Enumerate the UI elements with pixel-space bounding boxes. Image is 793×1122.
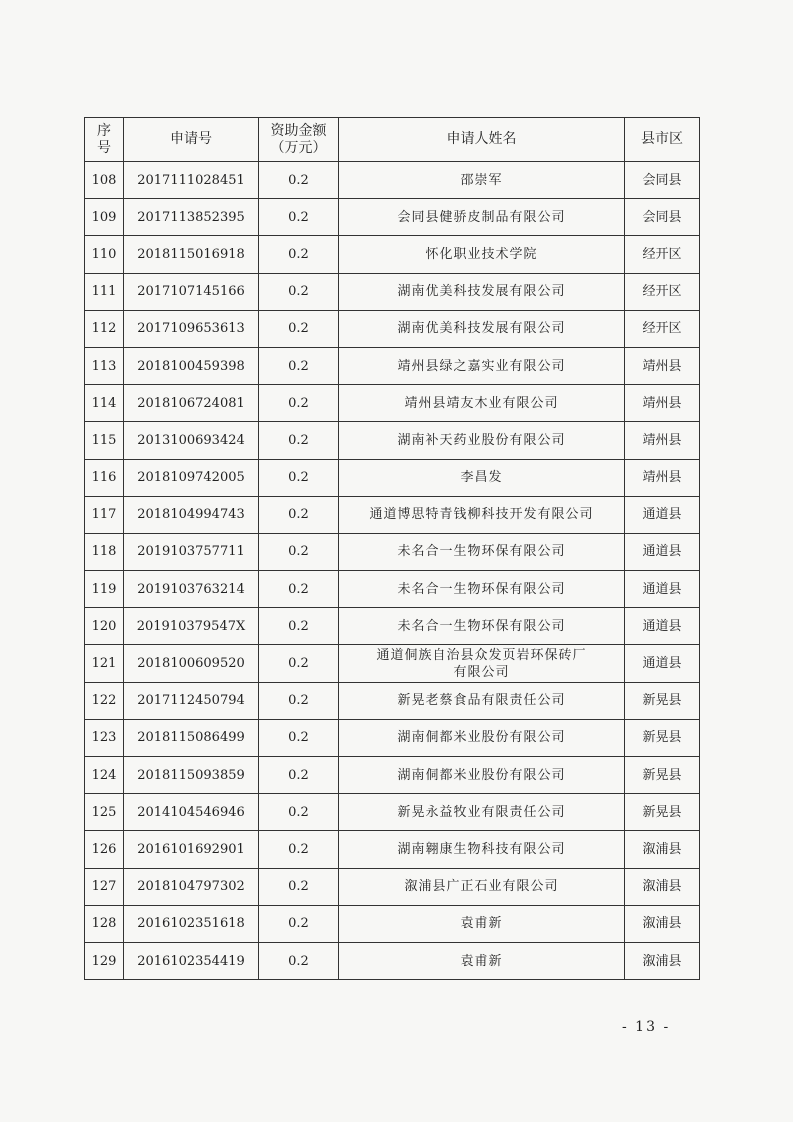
cell-app-no: 2018104797302 <box>124 868 259 905</box>
cell-app-no: 2018104994743 <box>124 496 259 533</box>
table-row <box>85 794 700 831</box>
cell-seq: 112 <box>85 310 124 347</box>
cell-seq: 128 <box>85 905 124 942</box>
cell-app-no: 2018109742005 <box>124 459 259 496</box>
header-row <box>85 118 700 162</box>
table-row <box>85 831 700 868</box>
cell-app-no: 2017111028451 <box>124 162 259 199</box>
table-row <box>85 347 700 384</box>
table-row <box>85 942 700 979</box>
table-row <box>85 682 700 719</box>
table-row <box>85 422 700 459</box>
cell-seq: 115 <box>85 422 124 459</box>
cell-applicant: 未名合一生物环保有限公司 <box>339 533 625 570</box>
cell-amount: 0.2 <box>259 868 339 905</box>
cell-county: 通道县 <box>625 496 700 533</box>
cell-app-no: 2016101692901 <box>124 831 259 868</box>
table-row <box>85 757 700 794</box>
cell-seq: 122 <box>85 682 124 719</box>
cell-county: 溆浦县 <box>625 942 700 979</box>
table-row <box>85 645 700 682</box>
cell-applicant: 靖州县靖友木业有限公司 <box>339 385 625 422</box>
cell-amount: 0.2 <box>259 905 339 942</box>
cell-applicant: 靖州县绿之嘉实业有限公司 <box>339 347 625 384</box>
cell-applicant: 新晃老蔡食品有限责任公司 <box>339 682 625 719</box>
header-app-no: 申请号 <box>124 118 259 162</box>
cell-app-no: 2017107145166 <box>124 273 259 310</box>
cell-county: 靖州县 <box>625 459 700 496</box>
cell-app-no: 2014104546946 <box>124 794 259 831</box>
cell-applicant: 通道博思特青钱柳科技开发有限公司 <box>339 496 625 533</box>
table-row <box>85 199 700 236</box>
cell-seq: 109 <box>85 199 124 236</box>
cell-applicant <box>339 645 625 682</box>
cell-county: 通道县 <box>625 571 700 608</box>
cell-county: 靖州县 <box>625 422 700 459</box>
cell-county: 靖州县 <box>625 347 700 384</box>
cell-app-no: 2016102351618 <box>124 905 259 942</box>
cell-amount: 0.2 <box>259 794 339 831</box>
cell-county: 溆浦县 <box>625 868 700 905</box>
cell-applicant: 怀化职业技术学院 <box>339 236 625 273</box>
cell-amount: 0.2 <box>259 199 339 236</box>
cell-county: 经开区 <box>625 273 700 310</box>
cell-seq: 121 <box>85 645 124 682</box>
cell-seq: 123 <box>85 719 124 756</box>
table-row <box>85 459 700 496</box>
cell-applicant: 会同县健骄皮制品有限公司 <box>339 199 625 236</box>
cell-applicant: 湖南翱康生物科技有限公司 <box>339 831 625 868</box>
cell-amount: 0.2 <box>259 162 339 199</box>
cell-amount: 0.2 <box>259 571 339 608</box>
cell-seq: 110 <box>85 236 124 273</box>
cell-app-no: 2016102354419 <box>124 942 259 979</box>
cell-amount: 0.2 <box>259 831 339 868</box>
table-row <box>85 571 700 608</box>
cell-seq: 129 <box>85 942 124 979</box>
cell-county: 靖州县 <box>625 385 700 422</box>
cell-amount: 0.2 <box>259 273 339 310</box>
cell-seq: 108 <box>85 162 124 199</box>
cell-amount: 0.2 <box>259 236 339 273</box>
cell-county: 经开区 <box>625 310 700 347</box>
cell-seq: 113 <box>85 347 124 384</box>
cell-county: 新晃县 <box>625 757 700 794</box>
table-row <box>85 533 700 570</box>
cell-seq: 119 <box>85 571 124 608</box>
cell-county: 会同县 <box>625 199 700 236</box>
table-row <box>85 496 700 533</box>
cell-applicant: 溆浦县广正石业有限公司 <box>339 868 625 905</box>
cell-applicant: 李昌发 <box>339 459 625 496</box>
cell-seq: 118 <box>85 533 124 570</box>
cell-app-no: 2019103763214 <box>124 571 259 608</box>
cell-applicant: 新晃永益牧业有限责任公司 <box>339 794 625 831</box>
cell-applicant: 湖南优美科技发展有限公司 <box>339 310 625 347</box>
cell-app-no: 2019103757711 <box>124 533 259 570</box>
cell-seq: 124 <box>85 757 124 794</box>
cell-seq: 111 <box>85 273 124 310</box>
table-row <box>85 162 700 199</box>
cell-app-no: 2018115016918 <box>124 236 259 273</box>
cell-applicant: 袁甫新 <box>339 942 625 979</box>
cell-county: 会同县 <box>625 162 700 199</box>
cell-seq: 126 <box>85 831 124 868</box>
cell-app-no: 2018106724081 <box>124 385 259 422</box>
header-amount-line2: （万元） <box>270 139 327 156</box>
table-row <box>85 719 700 756</box>
cell-applicant-line2: 有限公司 <box>453 664 510 680</box>
cell-county: 新晃县 <box>625 794 700 831</box>
cell-amount: 0.2 <box>259 719 339 756</box>
table-row <box>85 310 700 347</box>
grant-table <box>84 117 700 980</box>
cell-app-no: 2017113852395 <box>124 199 259 236</box>
cell-applicant: 湖南补天药业股份有限公司 <box>339 422 625 459</box>
cell-app-no: 2013100693424 <box>124 422 259 459</box>
header-amount <box>259 118 339 162</box>
header-applicant: 申请人姓名 <box>339 118 625 162</box>
table-row <box>85 236 700 273</box>
cell-app-no: 2018115086499 <box>124 719 259 756</box>
cell-app-no: 2018100459398 <box>124 347 259 384</box>
table-row <box>85 868 700 905</box>
cell-app-no: 2018115093859 <box>124 757 259 794</box>
cell-seq: 120 <box>85 608 124 645</box>
cell-amount: 0.2 <box>259 310 339 347</box>
table-row <box>85 608 700 645</box>
cell-county: 通道县 <box>625 608 700 645</box>
cell-applicant-line1: 通道侗族自治县众发页岩环保砖厂 <box>376 647 587 663</box>
cell-county: 通道县 <box>625 533 700 570</box>
cell-county: 溆浦县 <box>625 831 700 868</box>
cell-app-no: 2017109653613 <box>124 310 259 347</box>
cell-county: 新晃县 <box>625 682 700 719</box>
cell-app-no: 2017112450794 <box>124 682 259 719</box>
cell-amount: 0.2 <box>259 347 339 384</box>
cell-applicant: 湖南侗都米业股份有限公司 <box>339 757 625 794</box>
cell-county: 溆浦县 <box>625 905 700 942</box>
header-seq <box>85 118 124 162</box>
cell-amount: 0.2 <box>259 645 339 682</box>
page-number: - 13 - <box>622 1019 671 1035</box>
table-row <box>85 905 700 942</box>
cell-seq: 117 <box>85 496 124 533</box>
cell-applicant: 袁甫新 <box>339 905 625 942</box>
cell-applicant: 湖南侗都米业股份有限公司 <box>339 719 625 756</box>
cell-county: 新晃县 <box>625 719 700 756</box>
cell-applicant: 未名合一生物环保有限公司 <box>339 571 625 608</box>
table-body <box>85 162 700 980</box>
cell-applicant: 邵崇军 <box>339 162 625 199</box>
header-county: 县市区 <box>625 118 700 162</box>
cell-amount: 0.2 <box>259 385 339 422</box>
cell-amount: 0.2 <box>259 422 339 459</box>
cell-applicant: 未名合一生物环保有限公司 <box>339 608 625 645</box>
cell-app-no: 2018100609520 <box>124 645 259 682</box>
cell-seq: 114 <box>85 385 124 422</box>
cell-amount: 0.2 <box>259 608 339 645</box>
cell-seq: 125 <box>85 794 124 831</box>
cell-seq: 116 <box>85 459 124 496</box>
table-row <box>85 273 700 310</box>
header-amount-line1: 资助金额 <box>270 122 327 139</box>
cell-county: 通道县 <box>625 645 700 682</box>
cell-amount: 0.2 <box>259 459 339 496</box>
cell-amount: 0.2 <box>259 942 339 979</box>
cell-amount: 0.2 <box>259 682 339 719</box>
header-seq-line1: 序 <box>97 122 111 139</box>
header-seq-line2: 号 <box>97 139 111 156</box>
cell-seq: 127 <box>85 868 124 905</box>
cell-county: 经开区 <box>625 236 700 273</box>
cell-amount: 0.2 <box>259 496 339 533</box>
cell-applicant: 湖南优美科技发展有限公司 <box>339 273 625 310</box>
table-row <box>85 385 700 422</box>
cell-app-no: 201910379547X <box>124 608 259 645</box>
cell-amount: 0.2 <box>259 757 339 794</box>
cell-amount: 0.2 <box>259 533 339 570</box>
